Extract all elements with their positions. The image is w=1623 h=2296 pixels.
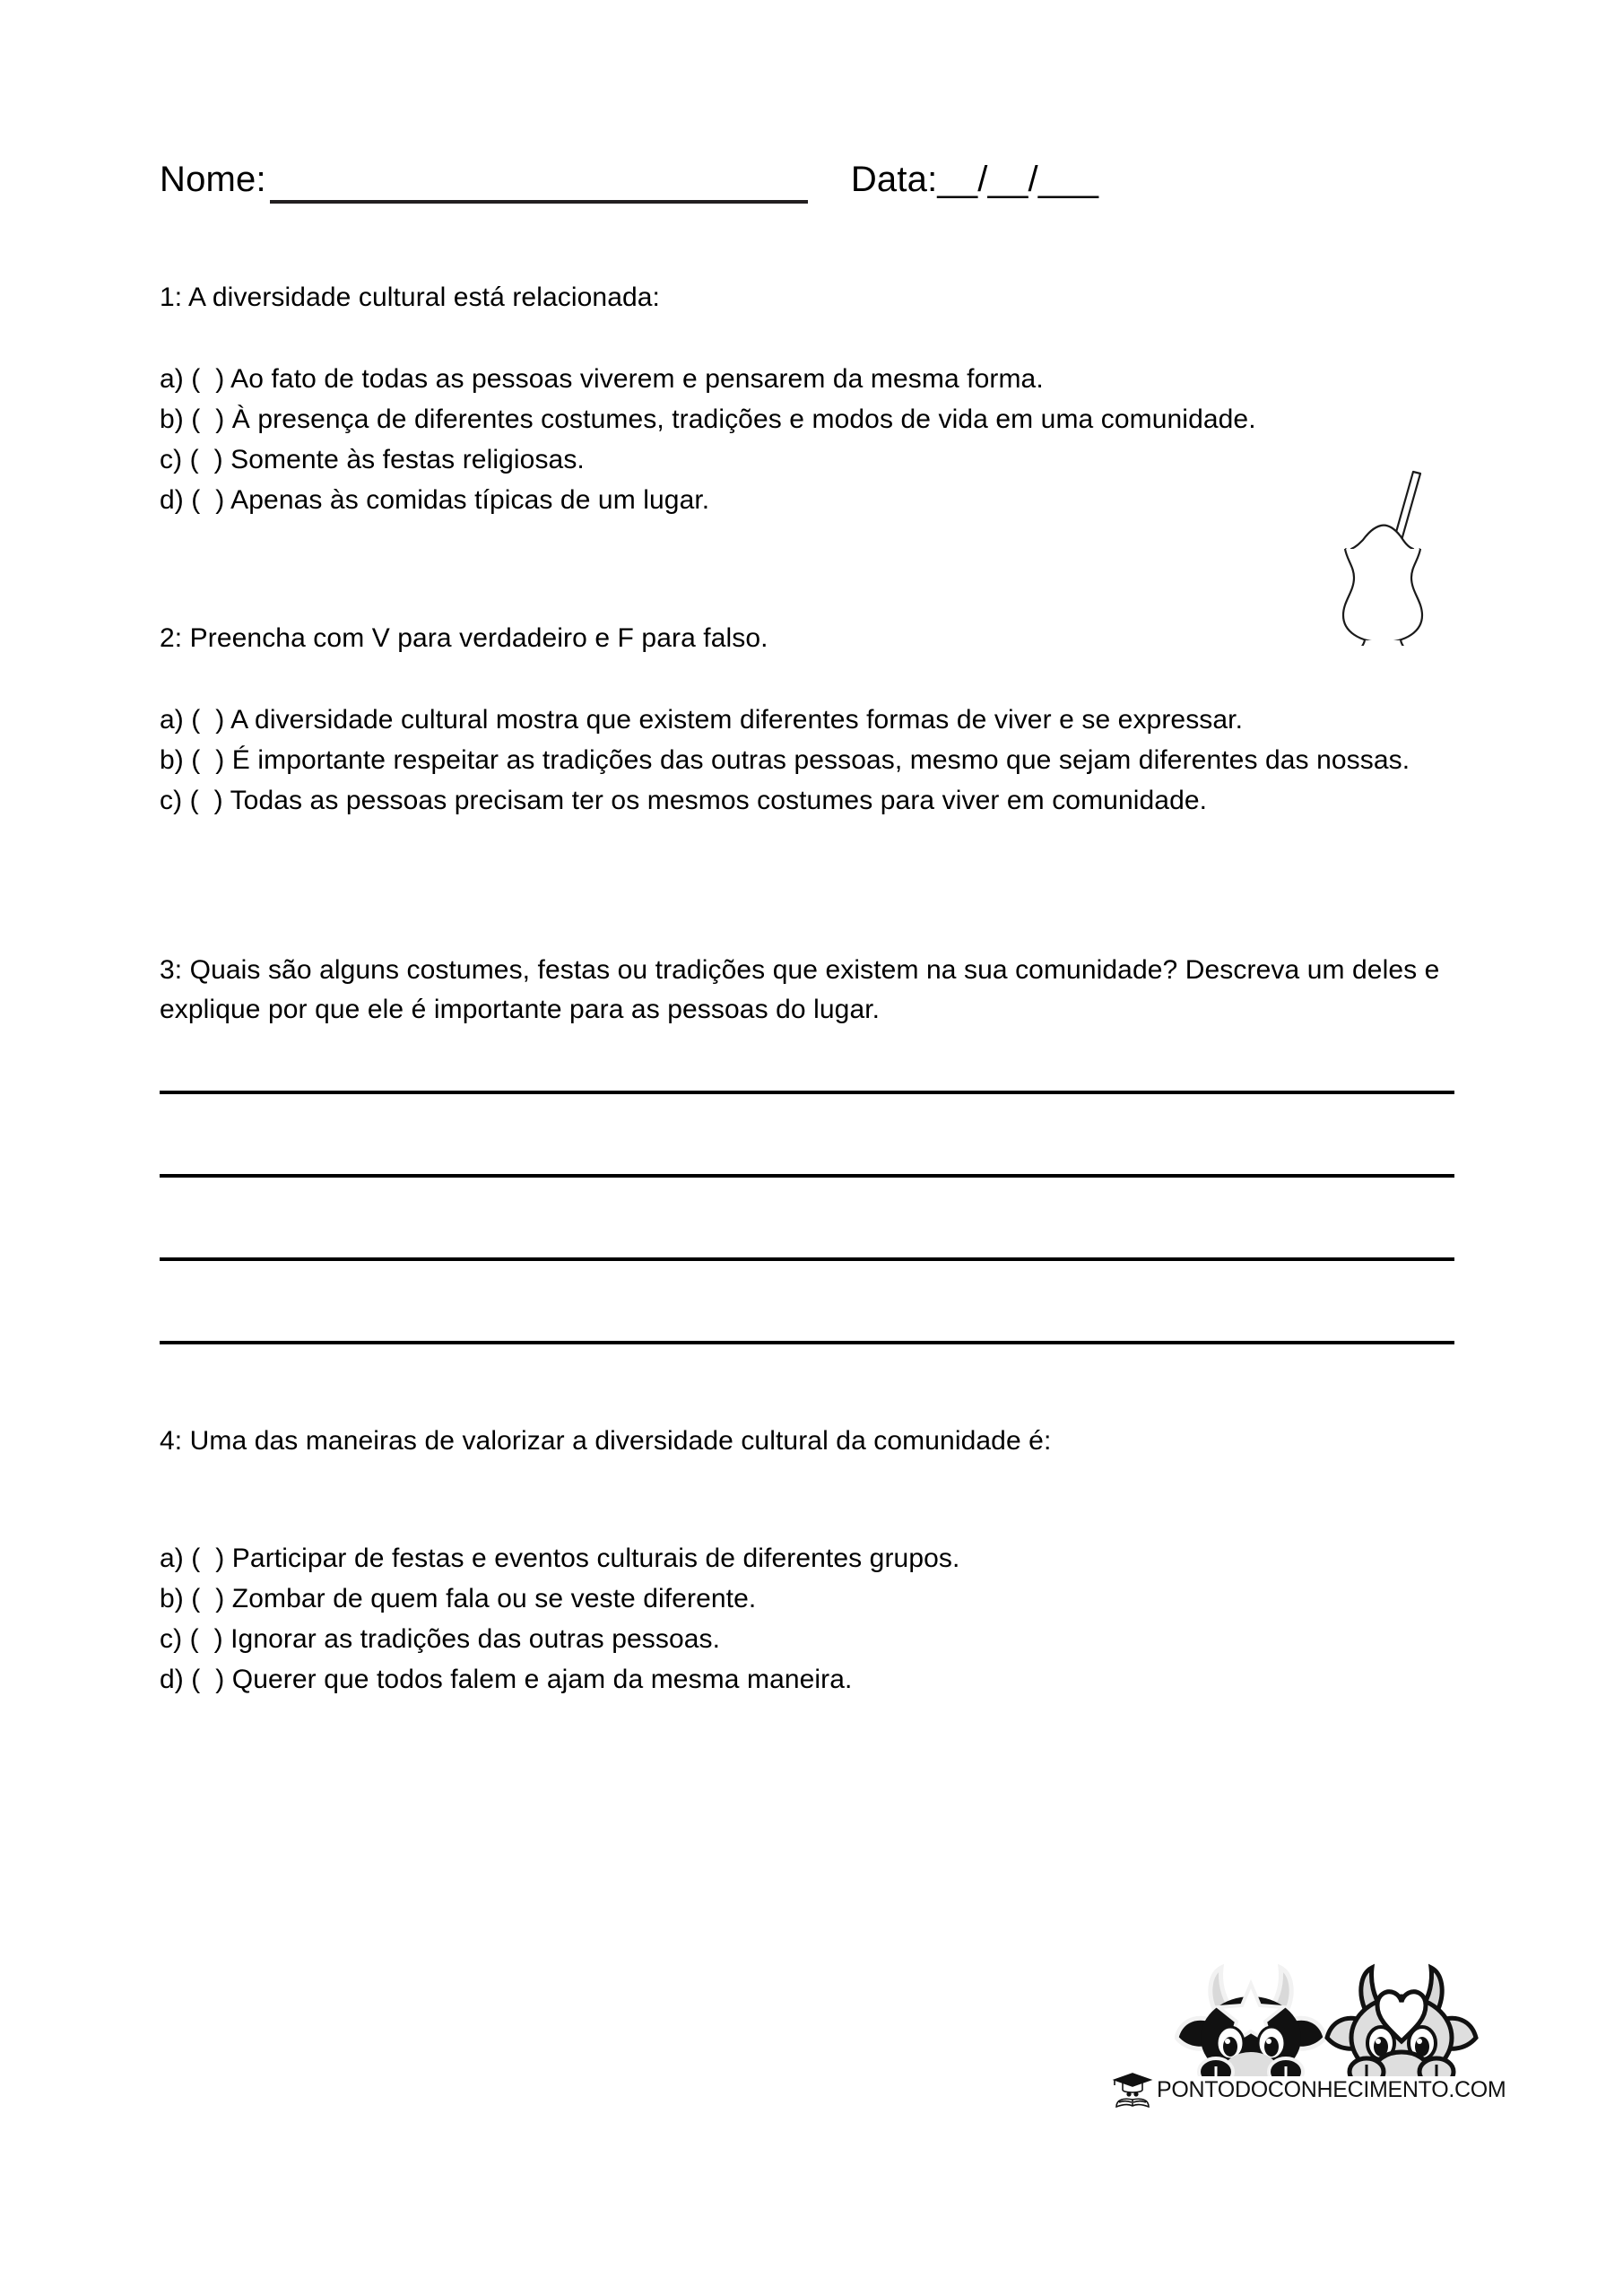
answer-line-2[interactable] (160, 1174, 1454, 1178)
question-2-prompt: 2: Preencha com V para verdadeiro e F para falso. (160, 623, 768, 653)
option-4b[interactable]: b) ( ) Zombar de quem fala ou se veste diferente. (160, 1584, 757, 1613)
answer-line-4[interactable] (160, 1341, 1454, 1344)
question-4-prompt: 4: Uma das maneiras de valorizar a diversidade cultural da comunidade é: (160, 1426, 1052, 1456)
brand-text: PONTODOCONHECIMENTO.COM (1157, 2076, 1506, 2102)
question-2-options (160, 700, 1460, 821)
name-write-line[interactable] (270, 200, 808, 204)
question-3-prompt: 3: Quais são alguns costumes, festas ou tradições que existem na sua comunidade? Descreva um deles e explique por que ele é importante para as pessoas do lugar. (160, 955, 1447, 1024)
mate-gourd-icon (1327, 448, 1462, 646)
name-label: Nome: (160, 160, 266, 199)
question-4-options (160, 1538, 959, 1700)
light-cow-with-heart (1327, 1968, 1476, 2076)
option-4a[interactable]: a) ( ) Participar de festas e eventos culturais de diferentes grupos. (160, 1544, 960, 1573)
option-2c[interactable]: c) ( ) Todas as pessoas precisam ter os mesmos costumes para viver em comunidade. (160, 786, 1208, 815)
answer-lines (160, 1091, 1454, 1344)
question-1-prompt: 1: A diversidade cultural está relacionada: (160, 283, 660, 312)
cow-mascots (1175, 1955, 1480, 2076)
option-4c[interactable]: c) ( ) Ignorar as tradições das outras pessoas. (160, 1624, 721, 1654)
brand-lockup (1112, 2070, 1506, 2109)
option-2b[interactable]: b) ( ) É importante respeitar as tradições das outras pessoas, mesmo que sejam diferentes das nossas. (160, 745, 1410, 775)
option-1c[interactable]: c) ( ) Somente às festas religiosas. (160, 445, 585, 474)
name-field[interactable] (160, 160, 808, 200)
answer-line-1[interactable] (160, 1091, 1454, 1094)
option-4d[interactable]: d) ( ) Querer que todos falem e ajam da mesma maneira. (160, 1665, 853, 1694)
date-field[interactable]: Data:__/__/___ (850, 160, 1099, 199)
option-1a[interactable]: a) ( ) Ao fato de todas as pessoas viverem e pensarem da mesma forma. (160, 364, 1044, 394)
option-2a[interactable]: a) ( ) A diversidade cultural mostra que existem diferentes formas de viver e se expressar. (160, 705, 1244, 735)
answer-line-3[interactable] (160, 1257, 1454, 1261)
footer-logo (1112, 1955, 1506, 2135)
dark-cow-with-star (1176, 1968, 1325, 2076)
graduation-cap-book-icon (1112, 2070, 1153, 2109)
option-1d[interactable]: d) ( ) Apenas às comidas típicas de um lugar. (160, 485, 710, 515)
worksheet-header (160, 160, 1460, 231)
question-1-options (160, 359, 1256, 520)
option-1b[interactable]: b) ( ) À presença de diferentes costumes, tradições e modos de vida em uma comunidade. (160, 404, 1256, 434)
